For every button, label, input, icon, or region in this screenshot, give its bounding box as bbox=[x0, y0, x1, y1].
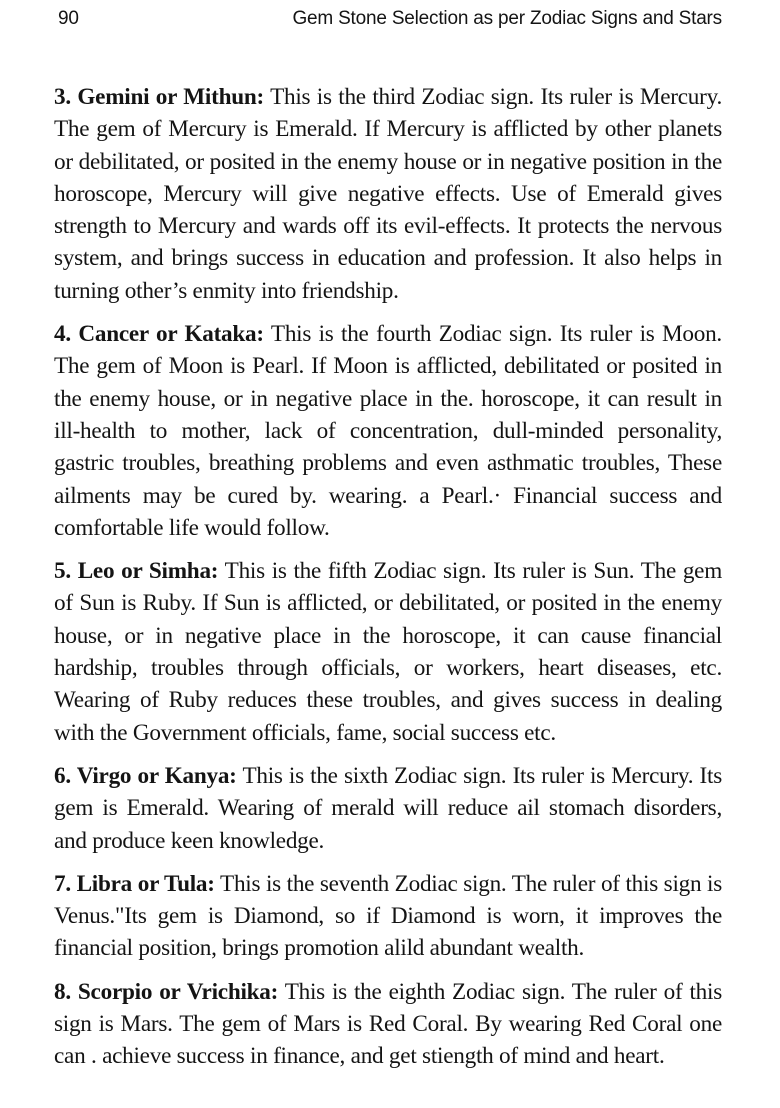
entry-text: This is the third Zodiac sign. Its ruler is Mercury. The gem of Mercury is Emerald. If Mercury is afflicted by other planets or debilitated, or posited in the enemy house or in negative position in the horoscope, Mercury will give negative effects. Use of Emerald gives strength to Mercury and wards off its evil-effects. It protects the nervous system, and brings success in education and profession. It also helps in turning other’s enmity into friendship. bbox=[54, 84, 722, 304]
entry-leo bbox=[54, 555, 722, 749]
entry-heading: 6. Virgo or Kanya: bbox=[54, 762, 237, 789]
entry-virgo bbox=[54, 760, 722, 857]
entry-heading: 8. Scorpio or Vrichika: bbox=[54, 978, 279, 1005]
entry-text: This is the sixth Zodiac sign. Its ruler is Mercury. Its gem is Emerald. Wearing of merald will reduce ail stomach disorders, and produce keen knowledge. bbox=[54, 762, 722, 854]
entry-gemini bbox=[54, 81, 722, 307]
entry-heading: 4. Cancer or Kataka: bbox=[54, 321, 264, 348]
entry-libra bbox=[54, 868, 722, 965]
running-title: Gem Stone Selection as per Zodiac Signs and Stars bbox=[292, 8, 722, 29]
page-body bbox=[54, 81, 722, 1073]
entry-heading: 7. Libra or Tula: bbox=[54, 870, 215, 897]
entry-scorpio bbox=[54, 976, 722, 1073]
entry-cancer bbox=[54, 318, 722, 544]
entry-text: This is the seventh Zodiac sign. The ruler of this sign is Venus."Its gem is Diamond, so if Diamond is worn, it improves the financial position, brings promotion alild abundant wealth. bbox=[54, 870, 723, 962]
page-number: 90 bbox=[58, 8, 79, 29]
entry-text: This is the fourth Zodiac sign. Its ruler is Moon. The gem of Moon is Pearl. If Moon is afflicted, debilitated or posited in the enemy house, or in negative place in the. horoscope, it can result in ill-health to mother, lack of concentration, dull-minded personality, gastric troubles, breathing problems and even asthmatic troubles, These ailments may be cured by. wearing. a Pearl.· Financial success and comfortable life would follow. bbox=[54, 321, 722, 541]
entry-heading: 5. Leo or Simha: bbox=[54, 558, 219, 585]
running-header bbox=[58, 4, 722, 34]
entry-text: This is the eighth Zodiac sign. The ruler of this sign is Mars. The gem of Mars is Red Coral. By wearing Red Coral one can . achieve success in finance, and get stiength of mind and heart. bbox=[54, 978, 722, 1070]
entry-heading: 3. Gemini or Mithun: bbox=[54, 84, 264, 110]
entry-text: This is the fifth Zodiac sign. Its ruler is Sun. The gem of Sun is Ruby. If Sun is afflicted, or debilitated, or posited in the enemy house, or in negative place in the horoscope, it can cause financial hardship, troubles through officials, or workers, heart diseases, etc. Wearing of Ruby reduces these troubles, and gives success in dealing with the Government officials, fame, social success etc. bbox=[54, 558, 722, 746]
